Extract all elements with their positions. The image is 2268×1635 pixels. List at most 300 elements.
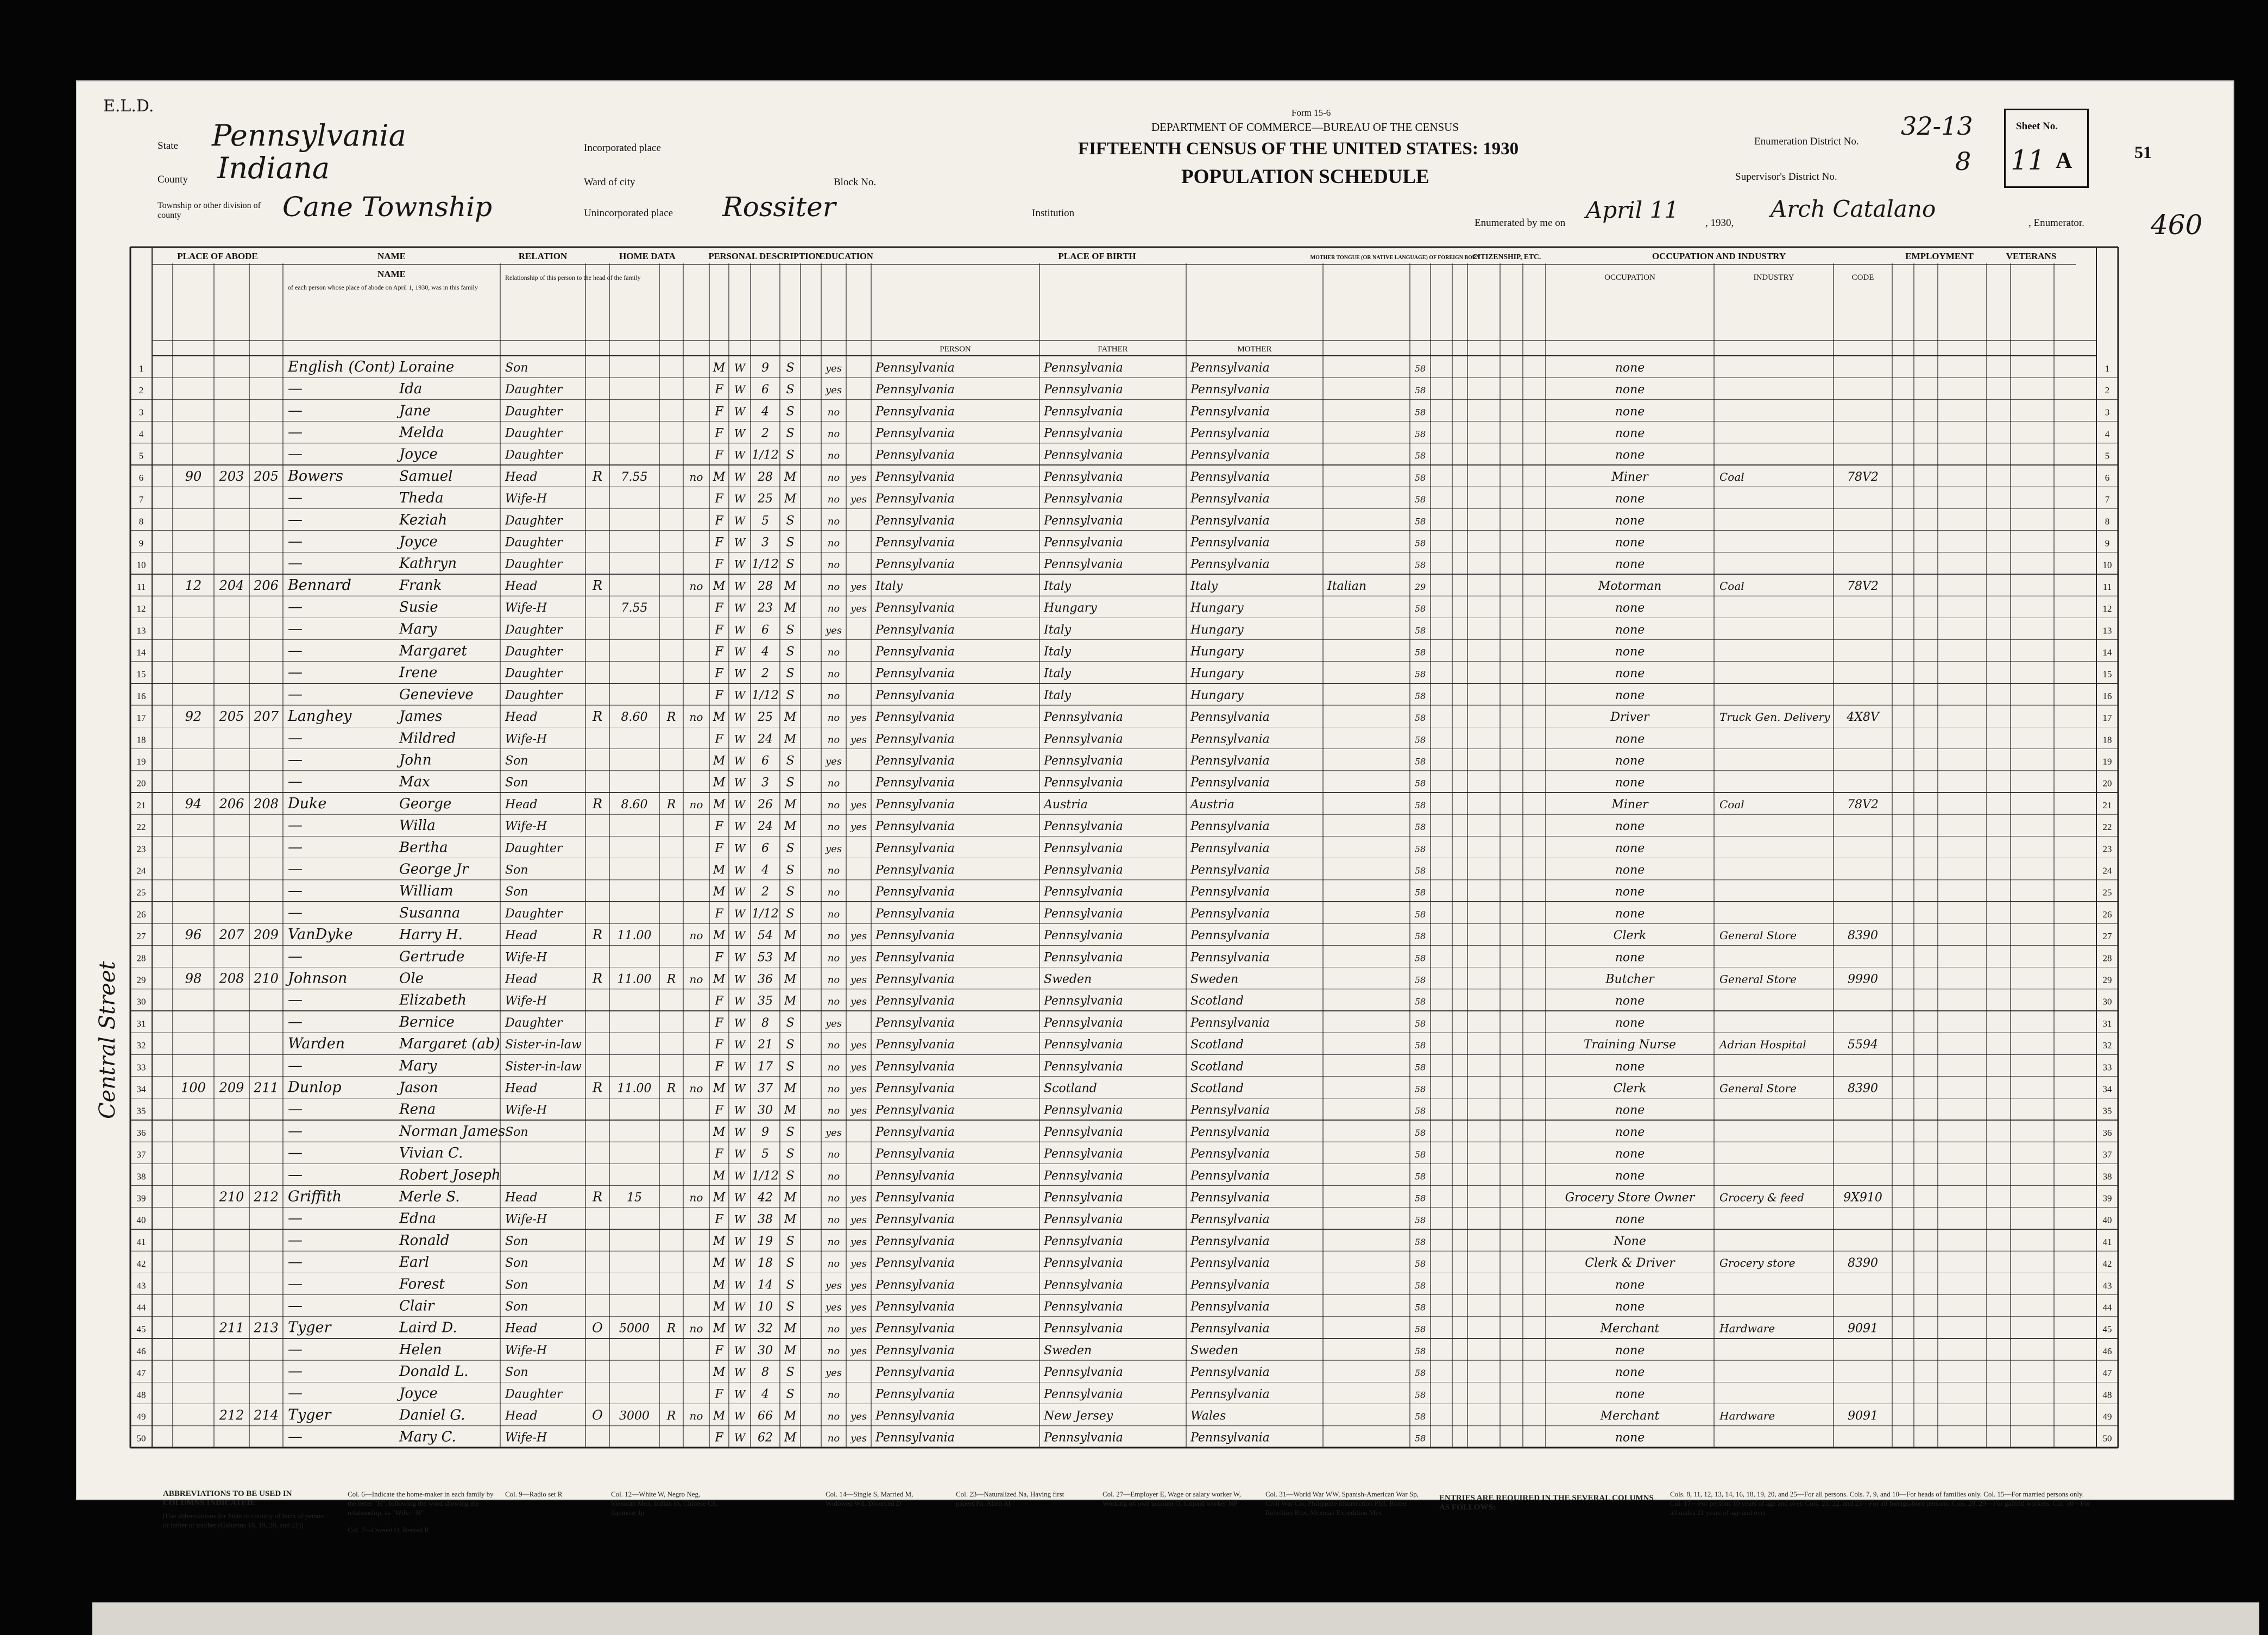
given-name: Edna [399, 1210, 436, 1227]
occupation: Miner [1611, 797, 1648, 812]
given-name: Irene [399, 664, 438, 681]
birthplace-mother: Pennsylvania [1190, 951, 1270, 965]
occupation: none [1615, 1060, 1645, 1074]
marital-status: M [784, 929, 797, 943]
relation: Daughter [505, 645, 563, 659]
line-number: 47 [136, 1368, 146, 1379]
relation: Wife-H [505, 1212, 547, 1227]
sex: F [715, 1038, 723, 1052]
given-name: Genevieve [399, 686, 474, 703]
state-code: 58 [1414, 690, 1426, 701]
attended-school: no [827, 1061, 840, 1073]
attended-school: no [827, 581, 840, 593]
birthplace-person: Pennsylvania [875, 841, 955, 856]
sheet-mark: 460 [2151, 209, 2203, 241]
column-group-header: HOME DATA [619, 251, 676, 261]
birthplace-father: Pennsylvania [1044, 536, 1123, 550]
line-number: 34 [2102, 1084, 2112, 1095]
age: 17 [758, 1060, 773, 1074]
state-code: 58 [1414, 844, 1426, 854]
line-number: 49 [2102, 1411, 2112, 1422]
family-number: 211 [254, 1080, 279, 1096]
sex: M [713, 929, 726, 943]
abbrev-note: [Use abbreviations for State or country of birth of person or father or mother (Columns 18, 19, 20, and 21)] [163, 1512, 324, 1529]
line-number: 39 [2102, 1193, 2112, 1204]
sex: F [715, 1212, 723, 1227]
department-title: DEPARTMENT OF COMMERCE—BUREAU OF THE CENSUS [1151, 121, 1459, 134]
birthplace-father: Pennsylvania [1044, 1256, 1123, 1271]
relation: Son [505, 885, 528, 899]
family-number: 208 [254, 796, 279, 812]
home-value: 3000 [619, 1409, 650, 1423]
given-name: Bertha [399, 839, 448, 856]
occupation: Training Nurse [1583, 1038, 1677, 1052]
attended-school: no [827, 952, 840, 964]
surname: — [288, 773, 303, 790]
occupation: none [1615, 1278, 1645, 1292]
birthplace-person: Pennsylvania [875, 1409, 955, 1423]
birthplace-father: Pennsylvania [1044, 710, 1123, 725]
can-read: yes [850, 1411, 867, 1423]
age: 6 [761, 383, 769, 397]
enumerator-name: Arch Catalano [1771, 196, 1936, 222]
marital-status: S [786, 666, 795, 681]
age: 35 [758, 994, 773, 1008]
line-number: 11 [2102, 581, 2112, 592]
occupation: none [1615, 1016, 1645, 1030]
attended-school: no [827, 428, 840, 440]
household-number: 206 [219, 796, 244, 812]
given-name: Max [399, 774, 430, 790]
given-name: Ronald [399, 1232, 450, 1249]
line-number: 17 [2102, 713, 2112, 724]
marital-status: M [784, 1081, 797, 1096]
line-number: 42 [2102, 1259, 2112, 1269]
family-number: 206 [254, 577, 279, 593]
marital-status: S [786, 885, 795, 899]
age: 30 [758, 1343, 773, 1357]
sheet-value: 11 [2011, 144, 2045, 176]
code-header: CODE [1851, 273, 1874, 282]
race: W [734, 1016, 746, 1029]
surname: English (Cont) [288, 358, 395, 375]
birthplace-mother: Pennsylvania [1190, 841, 1270, 856]
relation: Head [505, 972, 538, 986]
industry-code: 8390 [1848, 929, 1878, 943]
line-number: 46 [136, 1345, 146, 1356]
relation: Daughter [505, 688, 563, 702]
relation: Head [505, 797, 538, 812]
birthplace-mother: Pennsylvania [1190, 929, 1270, 943]
relation: Daughter [505, 448, 563, 462]
race: W [734, 710, 746, 724]
line-number: 38 [136, 1171, 146, 1182]
block-label: Block No. [834, 177, 877, 188]
age: 24 [758, 732, 773, 746]
can-read: yes [850, 930, 867, 942]
state-code: 58 [1414, 1280, 1426, 1291]
marital-status: S [786, 383, 795, 397]
birthplace-father: Pennsylvania [1044, 732, 1123, 746]
marital-status: S [786, 841, 795, 856]
marital-status: S [786, 426, 795, 441]
age: 19 [758, 1234, 773, 1248]
birth-person-header: PERSON [940, 345, 971, 354]
relation: Son [505, 1256, 528, 1271]
occupation: none [1615, 951, 1645, 965]
attended-school: no [827, 1389, 840, 1401]
state-code: 58 [1414, 1368, 1426, 1379]
attended-school: no [827, 930, 840, 942]
home-value: 8.60 [621, 710, 648, 725]
sex: M [713, 863, 726, 877]
given-name: Ole [399, 970, 424, 987]
surname: — [288, 860, 303, 878]
family-number: 209 [254, 927, 279, 943]
line-number: 25 [2102, 887, 2112, 898]
line-number: 16 [136, 690, 146, 701]
given-name: Keziah [399, 512, 448, 529]
line-number: 44 [2102, 1302, 2112, 1313]
state-code: 58 [1414, 1018, 1426, 1029]
surname: — [288, 817, 303, 834]
age: 1/12 [752, 557, 779, 571]
marital-status: M [784, 951, 797, 965]
can-read: yes [850, 1040, 867, 1052]
sex: M [713, 1081, 726, 1096]
state-code: 58 [1414, 931, 1426, 942]
age: 3 [761, 536, 769, 550]
birthplace-mother: Pennsylvania [1190, 405, 1270, 419]
birthplace-person: Pennsylvania [875, 929, 955, 943]
marital-status: S [786, 1169, 795, 1183]
abbrev-col27: Col. 27—Employer E, Wage or salary worker W, Working on own account O, Unpaid worker NP [1102, 1490, 1242, 1507]
relation: Daughter [505, 514, 563, 528]
birthplace-father: Pennsylvania [1044, 492, 1123, 506]
column-group-header: EMPLOYMENT [1905, 251, 1974, 261]
column-group-header: MOTHER TONGUE (OR NATIVE LANGUAGE) OF FOREIGN BORN [1310, 255, 1480, 261]
line-number: 32 [136, 1040, 146, 1051]
state-code: 58 [1414, 1105, 1426, 1116]
birthplace-person: Pennsylvania [875, 1234, 955, 1248]
birthplace-mother: Pennsylvania [1190, 1387, 1270, 1401]
birthplace-mother: Pennsylvania [1190, 1147, 1270, 1161]
enumerator-label: , Enumerator. [2028, 217, 2084, 229]
race: W [734, 645, 746, 658]
race: W [734, 885, 746, 898]
marital-status: S [786, 645, 795, 659]
birthplace-person: Pennsylvania [875, 1278, 955, 1292]
relation: Wife-H [505, 820, 547, 834]
birthplace-father: Italy [1044, 645, 1072, 659]
household-number: 203 [219, 468, 244, 484]
given-name: Vivian C. [399, 1145, 463, 1162]
state-code: 58 [1414, 1345, 1426, 1356]
line-number: 46 [2102, 1345, 2112, 1356]
age: 18 [758, 1256, 773, 1271]
relation: Wife-H [505, 732, 547, 746]
surname: — [288, 1210, 303, 1227]
age: 25 [758, 492, 773, 506]
can-read: yes [850, 1258, 867, 1270]
home-value: 11.00 [617, 1081, 652, 1096]
home-value: 7.55 [621, 470, 648, 484]
home-tenure: R [592, 577, 603, 593]
birthplace-mother: Hungary [1190, 645, 1244, 659]
sex: M [713, 1256, 726, 1271]
race: W [734, 972, 746, 986]
state-value: Pennsylvania [212, 118, 406, 153]
line-number: 50 [2102, 1433, 2112, 1444]
farm: no [689, 470, 703, 483]
attended-school: yes [825, 362, 842, 374]
birthplace-father: Italy [1044, 579, 1072, 593]
occupation: none [1615, 907, 1645, 921]
age: 6 [761, 623, 769, 637]
marital-status: M [784, 1191, 797, 1205]
occupation: Merchant [1600, 1409, 1660, 1423]
column-group-header: PERSONAL DESCRIPTION [708, 251, 822, 261]
birthplace-person: Pennsylvania [875, 863, 955, 877]
given-name: Samuel [399, 468, 453, 485]
line-number: 4 [2105, 429, 2110, 439]
sex: M [713, 776, 726, 790]
birth-father-header: FATHER [1098, 345, 1128, 354]
surname: — [288, 555, 303, 572]
birthplace-father: New Jersey [1044, 1409, 1113, 1423]
sex: F [715, 732, 723, 746]
birthplace-father: Italy [1044, 623, 1072, 637]
surname: — [288, 1428, 303, 1445]
birthplace-person: Pennsylvania [875, 797, 955, 812]
state-code: 58 [1414, 385, 1426, 396]
state-code: 58 [1414, 516, 1426, 527]
attended-school: yes [825, 756, 842, 768]
occupation: none [1615, 1366, 1645, 1380]
given-name: Norman James [399, 1123, 506, 1140]
state-code: 58 [1414, 1127, 1426, 1138]
sex: M [713, 1366, 726, 1380]
industry-code: 78V2 [1847, 470, 1879, 484]
surname: — [288, 620, 303, 638]
line-number: 16 [2102, 690, 2112, 701]
column-group-header: PLACE OF BIRTH [1058, 251, 1136, 261]
birthplace-person: Pennsylvania [875, 1060, 955, 1074]
home-value: 8.60 [621, 797, 648, 812]
radio-set: R [666, 1081, 676, 1096]
birthplace-father: Pennsylvania [1044, 1431, 1123, 1445]
attended-school: no [827, 1323, 840, 1335]
attended-school: no [827, 406, 840, 418]
home-tenure: O [592, 1407, 603, 1423]
surname: — [288, 402, 303, 419]
can-read: yes [850, 1323, 867, 1335]
birthplace-mother: Pennsylvania [1190, 492, 1270, 506]
sex: F [715, 426, 723, 441]
line-number: 28 [136, 953, 146, 964]
line-number: 41 [2102, 1236, 2112, 1247]
race: W [734, 514, 746, 527]
sex: M [713, 1191, 726, 1205]
race: W [734, 863, 746, 877]
surname: VanDyke [288, 926, 353, 944]
relation: Daughter [505, 557, 563, 571]
birthplace-person: Pennsylvania [875, 492, 955, 506]
age: 32 [758, 1322, 773, 1336]
line-number: 32 [2102, 1040, 2112, 1051]
township-label: Township or other division of county [158, 201, 261, 220]
surname: Duke [288, 795, 327, 812]
enumerated-year: , 1930, [1705, 217, 1734, 229]
given-name: Clair [399, 1298, 434, 1315]
relation: Son [505, 361, 528, 375]
birthplace-mother: Pennsylvania [1190, 1431, 1270, 1445]
sex: F [715, 645, 723, 659]
given-name: Robert Joseph [399, 1167, 501, 1184]
attended-school: no [827, 865, 840, 877]
line-number: 10 [2102, 559, 2112, 570]
birthplace-father: Pennsylvania [1044, 1300, 1123, 1314]
marital-status: M [784, 732, 797, 746]
line-number: 35 [2102, 1105, 2112, 1116]
industry: Hardware [1719, 1409, 1775, 1423]
attended-school: no [827, 1214, 840, 1226]
age: 37 [758, 1081, 773, 1096]
surname: — [288, 489, 303, 507]
relation: Wife-H [505, 1343, 547, 1357]
birthplace-mother: Italy [1190, 579, 1218, 593]
birthplace-mother: Scotland [1190, 1038, 1244, 1052]
relation: Head [505, 1191, 538, 1205]
relation: Wife-H [505, 492, 547, 506]
dwelling-number: 12 [185, 577, 202, 593]
birthplace-person: Pennsylvania [875, 972, 955, 986]
birthplace-person: Pennsylvania [875, 666, 955, 681]
dwelling-number: 90 [185, 468, 202, 484]
form-number: Form 15-6 [1292, 108, 1331, 118]
birthplace-mother: Scotland [1190, 1060, 1244, 1074]
relation: Head [505, 579, 538, 593]
birthplace-mother: Pennsylvania [1190, 470, 1270, 484]
line-number: 26 [136, 909, 146, 920]
attended-school: no [827, 1171, 840, 1183]
race: W [734, 1060, 746, 1073]
farm: no [689, 972, 703, 986]
relation: Wife-H [505, 601, 547, 615]
surname: Tyger [288, 1319, 331, 1336]
marital-status: M [784, 1103, 797, 1117]
race: W [734, 448, 746, 462]
sex: M [713, 710, 726, 725]
marital-status: S [786, 1256, 795, 1271]
age: 3 [761, 776, 769, 790]
line-number: 9 [138, 538, 144, 549]
given-name: Elizabeth [399, 992, 467, 1009]
race: W [734, 1125, 746, 1139]
sex: F [715, 1147, 723, 1161]
birthplace-person: Pennsylvania [875, 1322, 955, 1336]
birthplace-mother: Pennsylvania [1190, 1169, 1270, 1183]
line-number: 37 [136, 1149, 146, 1160]
entries-title: ENTRIES ARE REQUIRED IN THE SEVERAL COLUMNS AS FOLLOWS: [1439, 1494, 1654, 1512]
supervisor-label: Supervisor's District No. [1735, 171, 1837, 183]
attended-school: no [827, 603, 840, 615]
household-number: 210 [219, 1189, 244, 1205]
given-name: Rena [399, 1101, 436, 1118]
marital-status: M [784, 1431, 797, 1445]
age: 21 [758, 1038, 773, 1052]
birthplace-person: Pennsylvania [875, 1300, 955, 1314]
line-number: 30 [136, 996, 146, 1007]
enumerated-label: Enumerated by me on [1475, 217, 1566, 229]
relation: Daughter [505, 666, 563, 681]
birthplace-person: Pennsylvania [875, 645, 955, 659]
age: 42 [758, 1191, 773, 1205]
birthplace-father: Pennsylvania [1044, 514, 1123, 528]
birthplace-person: Pennsylvania [875, 732, 955, 746]
line-number: 36 [136, 1127, 146, 1138]
occupation: none [1615, 1125, 1645, 1139]
sex: F [715, 514, 723, 528]
occupation: none [1615, 623, 1645, 637]
occupation: none [1615, 688, 1645, 702]
dwelling-number: 92 [185, 709, 202, 725]
marital-status: S [786, 1278, 795, 1292]
sex: F [715, 1343, 723, 1357]
birthplace-mother: Pennsylvania [1190, 1300, 1270, 1314]
surname: — [288, 948, 303, 965]
marital-status: M [784, 994, 797, 1008]
surname: — [288, 904, 303, 921]
birthplace-father: Pennsylvania [1044, 994, 1123, 1008]
attended-school: yes [825, 625, 842, 637]
sex: F [715, 536, 723, 550]
can-read: yes [850, 1345, 867, 1357]
column-group-header: NAME [377, 251, 406, 261]
line-number: 1 [2105, 363, 2110, 374]
attended-school: no [827, 1258, 840, 1270]
given-name: Joyce [399, 446, 438, 463]
race: W [734, 951, 746, 964]
attended-school: no [827, 1105, 840, 1117]
state-code: 58 [1414, 1149, 1426, 1160]
relation-header-note: Relationship of this person to the head of the family [505, 274, 641, 281]
attended-school: no [827, 690, 840, 702]
margin-eld: E.L.D. [103, 97, 154, 116]
home-value: 5000 [619, 1322, 650, 1336]
attended-school: no [827, 1040, 840, 1052]
line-number: 50 [136, 1433, 146, 1444]
surname: — [288, 533, 303, 550]
column-group-header: RELATION [518, 251, 568, 261]
attended-school: no [827, 1083, 840, 1095]
given-name: Ida [399, 381, 423, 398]
attended-school: yes [825, 385, 842, 397]
birthplace-person: Pennsylvania [875, 383, 955, 397]
surname: — [288, 445, 303, 463]
occupation: none [1615, 863, 1645, 877]
line-number: 43 [136, 1280, 146, 1291]
state-code: 58 [1414, 734, 1426, 745]
sex: M [713, 1278, 726, 1292]
birthplace-father: Pennsylvania [1044, 1016, 1123, 1030]
family-number: 205 [254, 468, 279, 484]
can-read: yes [850, 734, 867, 746]
birthplace-father: Pennsylvania [1044, 841, 1123, 856]
birthplace-father: Sweden [1044, 972, 1092, 986]
given-name: James [399, 708, 443, 725]
age: 5 [761, 1147, 769, 1161]
